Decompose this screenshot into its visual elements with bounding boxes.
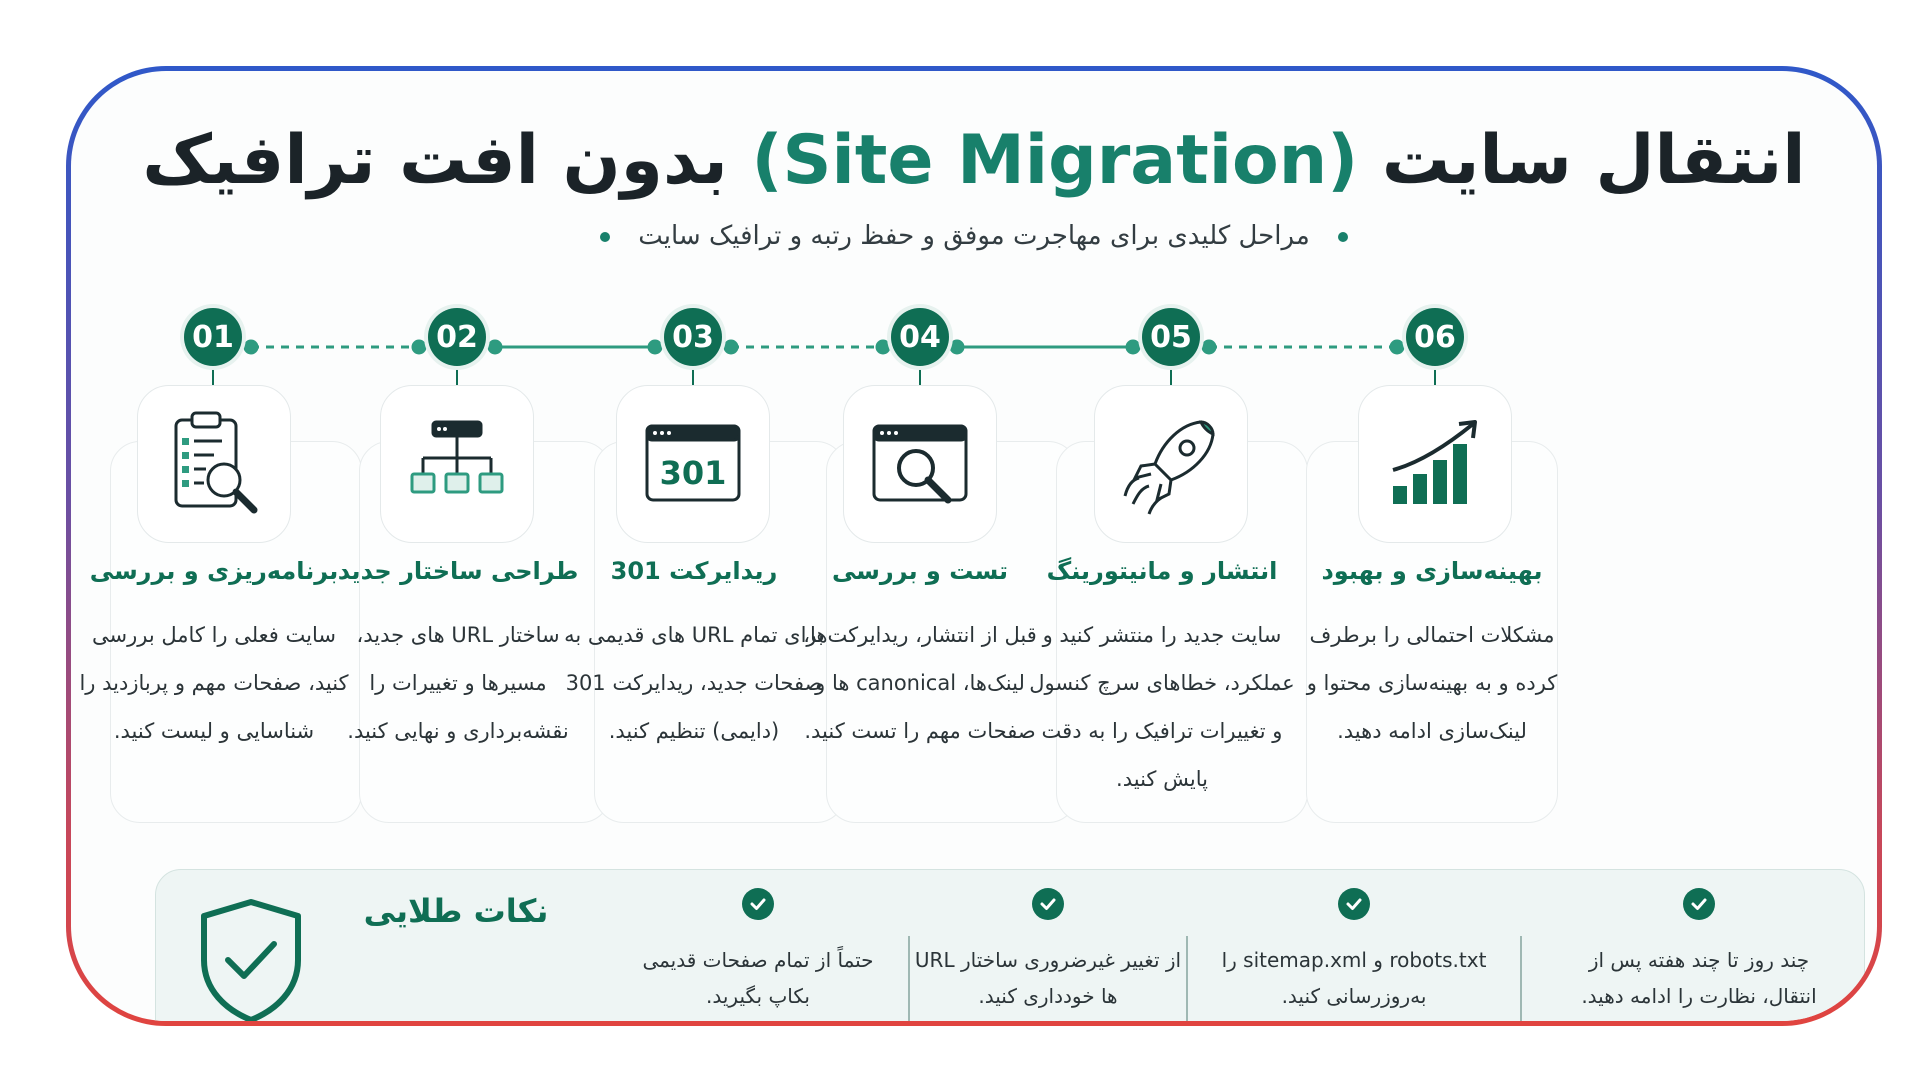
connector-dot — [489, 341, 501, 353]
connector-dot — [1203, 341, 1215, 353]
connector-dot — [413, 341, 425, 353]
step-number-badge: 01 — [184, 308, 242, 366]
step-description: سایت جدید را منتشر کنید و عملکرد، خطاهای سرچ کنسول و تغییرات ترافیک را به دقت پایش کنید. — [1029, 623, 1295, 791]
step-stem — [919, 368, 921, 386]
step-description: مشکلات احتمالی را برطرف کرده و به بهینه‌سازی محتوا و لینک‌سازی ادامه دهید. — [1306, 623, 1558, 743]
title-highlight: (Site Migration) — [751, 121, 1359, 200]
tip-divider — [908, 936, 910, 1026]
step-number-badge: 04 — [891, 308, 949, 366]
clipboard-search-icon — [158, 408, 270, 520]
connector-dot — [1127, 341, 1139, 353]
redirect-301-icon — [637, 408, 749, 520]
step-title: بهینه‌سازی و بهبود — [1321, 557, 1543, 585]
check-icon — [1683, 888, 1715, 920]
step-title: طراحی ساختار جدید — [337, 557, 579, 585]
browser-search-icon — [864, 408, 976, 520]
growth-chart-icon — [1379, 408, 1491, 520]
golden-tips-panel — [155, 869, 1865, 1026]
step-icon-box — [616, 385, 770, 543]
step-icon-box — [843, 385, 997, 543]
step-stem — [692, 368, 694, 386]
step-stem — [212, 368, 214, 386]
rocket-icon — [1115, 408, 1227, 520]
tip-item: حتماً از تمام صفحات قدیمی بکاپ بگیرید. — [642, 948, 874, 1008]
step-icon-box — [380, 385, 534, 543]
tip-item: robots.txt و sitemap.xml را به‌روزرسانی کنید. — [1221, 948, 1487, 1008]
step-description: قبل از انتشار، ریدایرکت‌ها، لینک‌ها، canonical ها و صفحات مهم را تست کنید. — [803, 623, 1037, 743]
tips-title: نکات طلایی — [363, 892, 549, 930]
step-number-badge: 05 — [1142, 308, 1200, 366]
step-description: ساختار URL های جدید، مسیرها و تغییرات را نقشه‌برداری و نهایی کنید. — [347, 623, 569, 743]
connector-dot — [951, 341, 963, 353]
tip-divider — [1186, 936, 1188, 1026]
step-icon-box — [1094, 385, 1248, 543]
step-title: انتشار و مانیتورینگ — [1046, 557, 1278, 585]
step-title: برنامه‌ریزی و بررسی — [89, 557, 339, 585]
step-stem — [1170, 368, 1172, 386]
step-title: تست و بررسی — [831, 557, 1009, 585]
connector-dot — [1391, 341, 1403, 353]
svg-text:301: 301 — [659, 454, 727, 492]
tip-item: چند روز تا چند هفته پس از انتقال، نظارت را ادامه دهید. — [1581, 948, 1817, 1008]
sitemap-structure-icon — [401, 408, 513, 520]
connector-dot — [245, 341, 257, 353]
check-icon — [742, 888, 774, 920]
connector-dot — [725, 341, 737, 353]
connector-dot — [877, 341, 889, 353]
step-title: ریدایرکت 301 — [610, 557, 778, 585]
tip-divider — [1520, 936, 1522, 1026]
step-description: سایت فعلی را کامل بررسی کنید، صفحات مهم و پربازدید را شناسایی و لیست کنید. — [79, 623, 349, 743]
check-icon — [1338, 888, 1370, 920]
bullet-dot — [600, 232, 610, 242]
title-tail: بدون افت ترافیک — [142, 121, 728, 200]
step-icon-box — [137, 385, 291, 543]
step-number-badge: 03 — [664, 308, 722, 366]
check-icon — [1032, 888, 1064, 920]
step-description: برای تمام URL های قدیمی به صفحات جدید، ریدایرکت 301 (دایمی) تنظیم کنید. — [564, 623, 824, 743]
bullet-dot — [1338, 232, 1348, 242]
subtitle — [71, 221, 1877, 251]
step-stem — [1434, 368, 1436, 386]
step-icon-box — [1358, 385, 1512, 543]
tip-item: از تغییر غیرضروری ساختار URL ها خودداری کنید. — [914, 948, 1182, 1008]
step-number-badge: 02 — [428, 308, 486, 366]
subtitle-text: مراحل کلیدی برای مهاجرت موفق و حفظ رتبه و ترافیک سایت — [638, 221, 1310, 251]
title-main: انتقال سایت — [1381, 121, 1806, 200]
step-stem — [456, 368, 458, 386]
page-title — [71, 121, 1877, 200]
shield-check-icon — [196, 896, 306, 1024]
step-number-badge: 06 — [1406, 308, 1464, 366]
connector-dot — [649, 341, 661, 353]
infographic-frame — [66, 66, 1882, 1026]
